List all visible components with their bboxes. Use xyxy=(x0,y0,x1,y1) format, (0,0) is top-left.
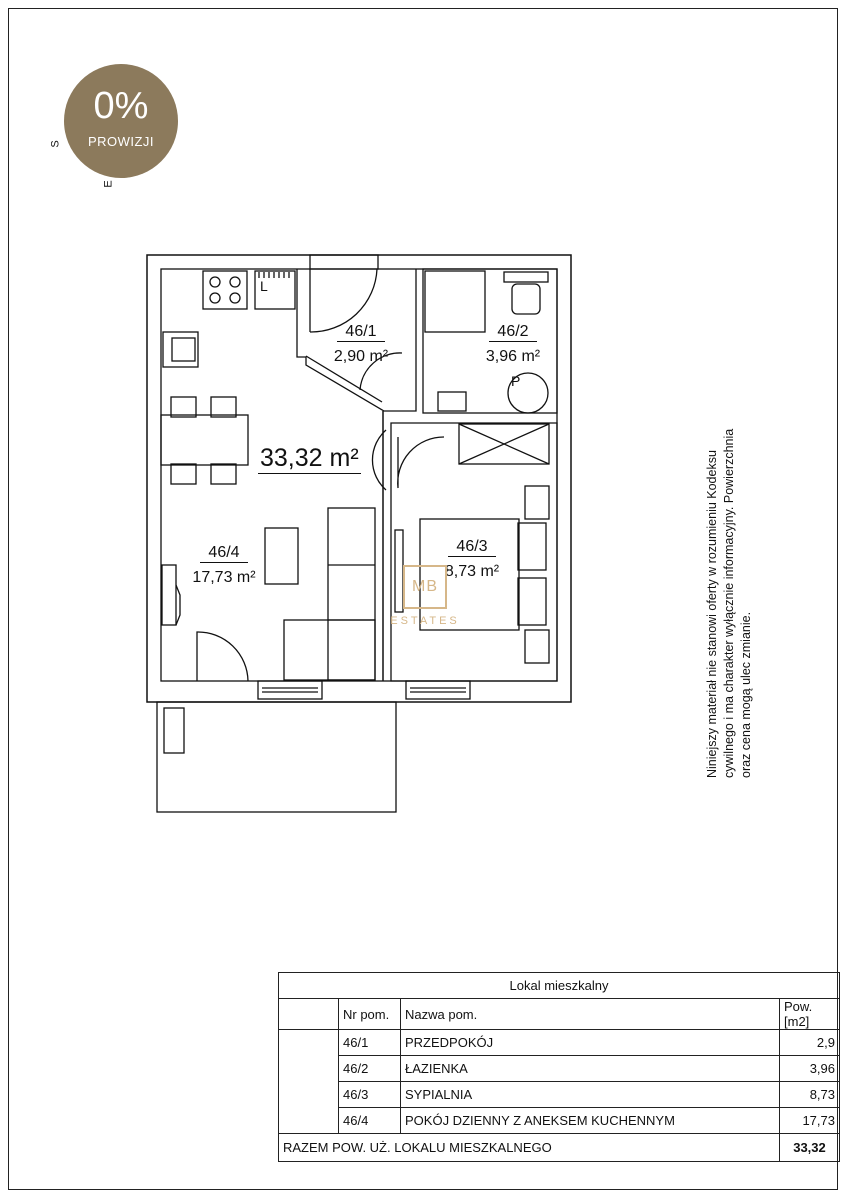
room-number: 46/4 xyxy=(200,544,248,563)
dining-chair xyxy=(171,464,196,484)
table-row xyxy=(279,1108,840,1134)
balcony-planter xyxy=(164,708,184,753)
legend-header-empty xyxy=(279,999,339,1030)
legend-header-row xyxy=(279,999,840,1030)
legend-cell-nr: 46/2 xyxy=(339,1056,401,1082)
legend-cell-name: ŁAZIENKA xyxy=(401,1056,780,1082)
badge-percent: 0% xyxy=(93,85,149,127)
legend-header-area: Pow.[m2] xyxy=(780,999,840,1030)
room-number: 46/3 xyxy=(448,538,496,557)
nightstand-bottom xyxy=(525,630,549,663)
dining-table xyxy=(161,415,248,465)
legend-total-row xyxy=(279,1134,840,1162)
room-area: 2,90 m² xyxy=(333,348,389,365)
room-label-46-2 xyxy=(468,323,558,366)
kitchen-sink xyxy=(163,332,198,367)
legend-total-label: RAZEM POW. UŻ. LOKALU MIESZKALNEGO xyxy=(279,1134,780,1162)
legend-header-name: Nazwa pom. xyxy=(401,999,780,1030)
bedroom-window-glass xyxy=(410,688,466,692)
living-door-arc xyxy=(197,632,248,681)
legend-cell-name: POKÓJ DZIENNY Z ANEKSEM KUCHENNYM xyxy=(401,1108,780,1134)
compass-e-label: E xyxy=(102,180,115,188)
sofa-seat xyxy=(284,620,375,680)
legend-cell-name: PRZEDPOKÓJ xyxy=(401,1030,780,1056)
room-area: 8,73 m² xyxy=(444,563,500,580)
legend-cell-area: 3,96 xyxy=(780,1056,840,1082)
cooktop xyxy=(203,271,247,309)
compass-s-label: S xyxy=(49,140,62,148)
table-row xyxy=(279,1082,840,1108)
dining-chair xyxy=(211,397,236,417)
total-area-label: 33,32 m² xyxy=(260,444,359,472)
burner xyxy=(210,277,220,287)
legend-cell-area: 2,9 xyxy=(780,1030,840,1056)
legend-cell-nr: 46/3 xyxy=(339,1082,401,1108)
legend-spacer-cell xyxy=(279,1030,339,1134)
living-window xyxy=(258,681,322,699)
living-window-glass xyxy=(262,688,318,692)
room-label-46-1 xyxy=(316,323,406,366)
room-legend-table xyxy=(278,972,840,1162)
toilet-bowl xyxy=(512,284,540,314)
bedroom-window xyxy=(406,681,470,699)
legend-cell-name: SYPIALNIA xyxy=(401,1082,780,1108)
dining-chair xyxy=(171,397,196,417)
sofa-cushions xyxy=(328,565,375,620)
table-row xyxy=(279,1030,840,1056)
laundry-label: L xyxy=(260,278,268,294)
legend-total-value: 33,32 xyxy=(780,1134,840,1162)
legend-title-row xyxy=(279,973,840,999)
legend-cell-area: 17,73 xyxy=(780,1108,840,1134)
entrance-door-frame xyxy=(310,255,378,269)
legend-cell-nr: 46/4 xyxy=(339,1108,401,1134)
kitchen-sink-basin xyxy=(172,338,195,361)
nightstand-top xyxy=(525,486,549,519)
legend-header-nr: Nr pom. xyxy=(339,999,401,1030)
toilet-cistern xyxy=(504,272,548,282)
room-number: 46/1 xyxy=(337,323,385,342)
boiler-label: P xyxy=(511,373,521,389)
disclaimer-line: Niniejszy materiał nie stanowi oferty w rozumieniu Kodeksu xyxy=(705,450,719,778)
room-number: 46/2 xyxy=(489,323,537,342)
coffee-table xyxy=(265,528,298,584)
burner xyxy=(230,293,240,303)
bathroom-sink xyxy=(438,392,466,411)
legend-title: Lokal mieszkalny xyxy=(279,973,840,999)
room-area: 17,73 m² xyxy=(192,569,256,586)
bedroom-door-arc xyxy=(398,437,444,488)
disclaimer-line: oraz cena mogą ulec zmianie. xyxy=(739,611,753,778)
bed-pillow-top xyxy=(518,523,546,570)
legend-cell-nr: 46/1 xyxy=(339,1030,401,1056)
logo-name: ESTATES xyxy=(390,615,460,627)
wardrobe-cross xyxy=(459,424,549,464)
mb-estates-logo xyxy=(387,565,463,635)
table-row xyxy=(279,1056,840,1082)
burner xyxy=(210,293,220,303)
hall-living-door-arc xyxy=(372,430,386,490)
disclaimer-text xyxy=(704,378,755,778)
disclaimer-line: cywilnego i ma charakter wyłącznie informacyjny. Powierzchnia xyxy=(722,428,736,778)
sofa-back xyxy=(328,508,375,680)
dining-chair xyxy=(211,464,236,484)
legend-cell-area: 8,73 xyxy=(780,1082,840,1108)
burner xyxy=(230,277,240,287)
tv-unit xyxy=(162,565,176,625)
bed-pillow-bottom xyxy=(518,578,546,625)
badge-label: PROWIZJI xyxy=(87,134,155,149)
room-area: 3,96 m² xyxy=(485,348,541,365)
balcony-outline xyxy=(157,702,396,812)
logo-initials: MB xyxy=(403,565,447,609)
room-label-46-4 xyxy=(179,544,269,587)
